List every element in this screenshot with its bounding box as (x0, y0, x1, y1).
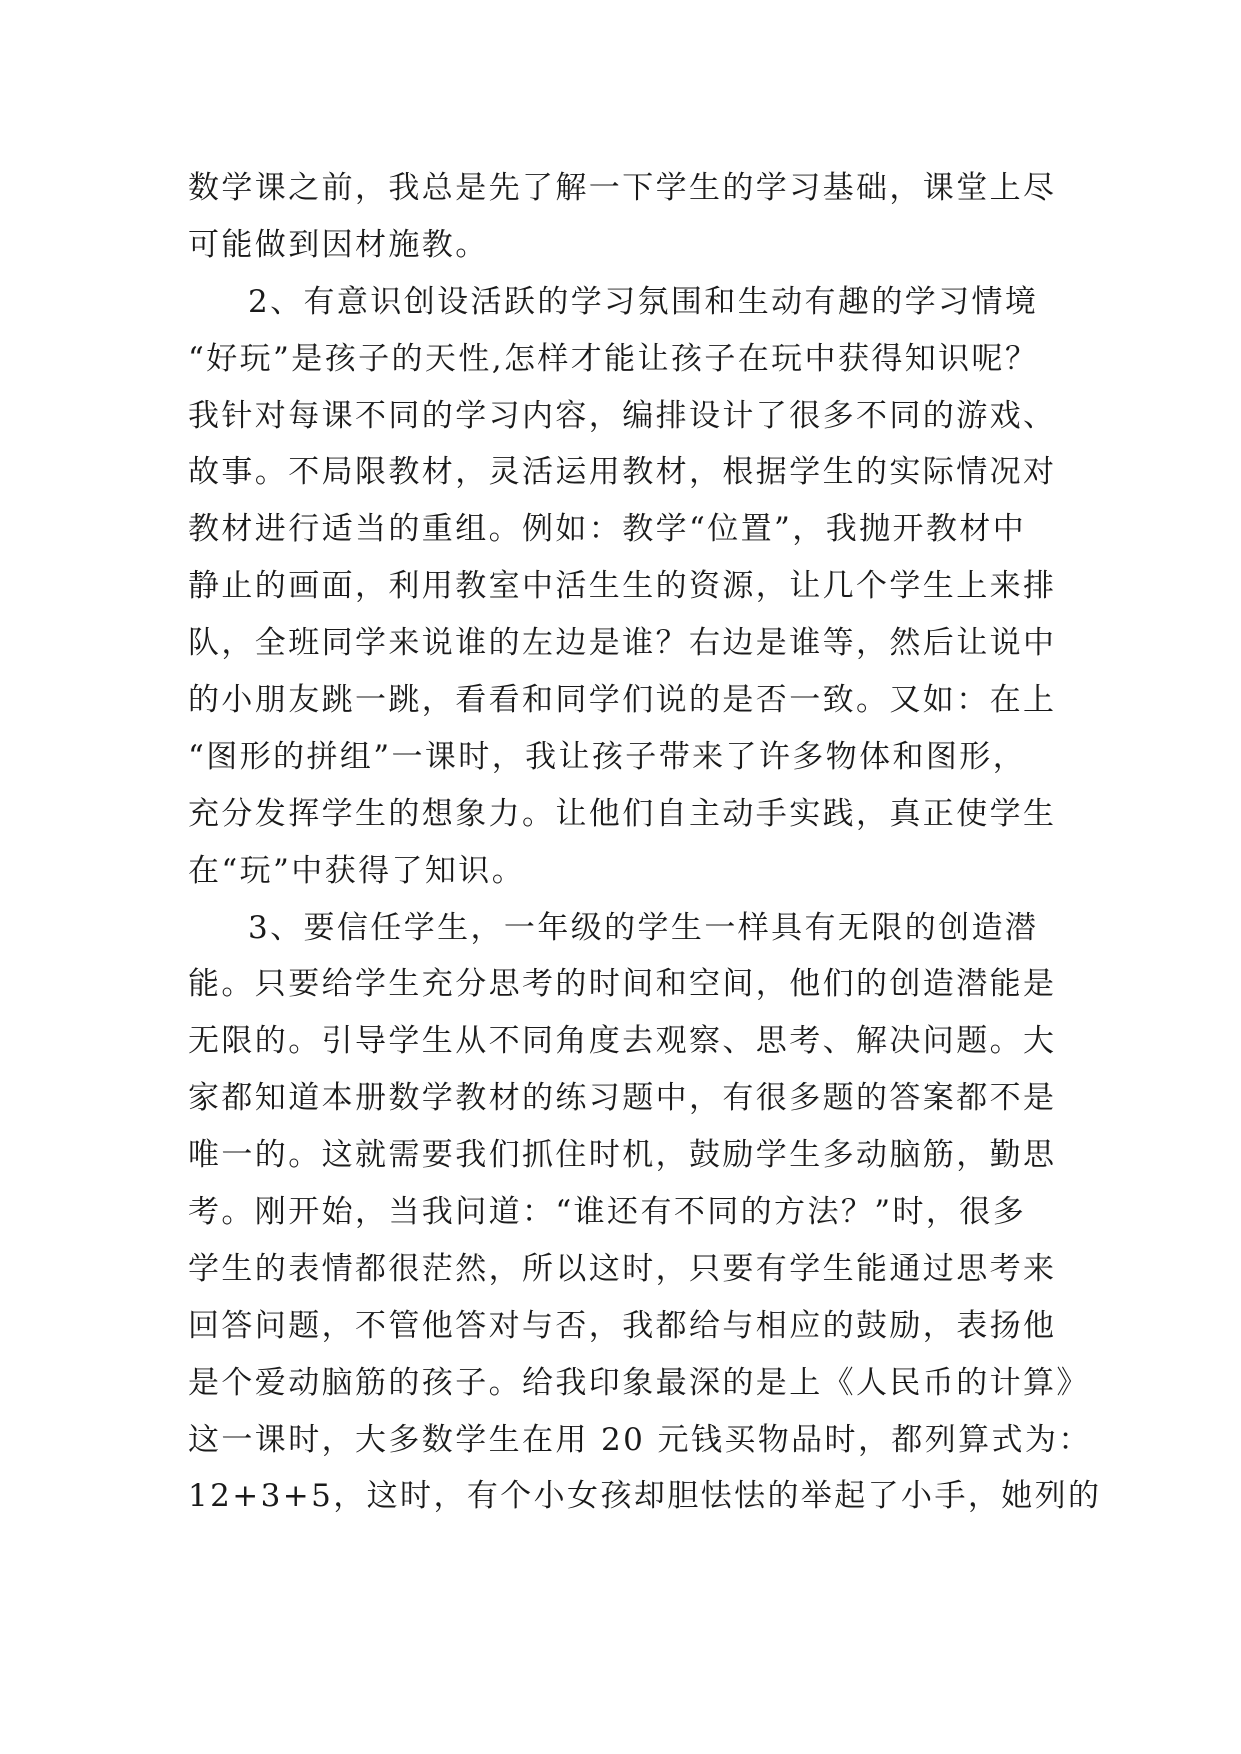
text-line: 队，全班同学来说谁的左边是谁？右边是谁等，然后让说中 (188, 625, 1057, 662)
text-line: “好玩”是孩子的天性,怎样才能让孩子在玩中获得知识呢？ (188, 340, 1039, 377)
text-line: 在“玩”中获得了知识。 (188, 852, 526, 889)
text-line: 唯一的。这就需要我们抓住时机，鼓励学生多动脑筋，勤思 (188, 1137, 1057, 1174)
text-line: 教材进行适当的重组。例如：教学“位置”，我抛开教材中 (188, 511, 1027, 548)
text-line: “图形的拼组”一课时，我让孩子带来了许多物体和图形， (188, 738, 1027, 775)
text-line: 无限的。引导学生从不同角度去观察、思考、解决问题。大 (188, 1023, 1057, 1060)
text-line: 充分发挥学生的想象力。让他们自主动手实践，真正使学生 (188, 795, 1057, 832)
text-line: 3、要信任学生，一年级的学生一样具有无限的创造潜 (248, 909, 1039, 946)
text-line: 这一课时，大多数学生在用 20 元钱买物品时，都列算式为： (188, 1421, 1092, 1458)
text-line: 能。只要给学生充分思考的时间和空间，他们的创造潜能是 (188, 966, 1057, 1003)
text-line: 可能做到因材施教。 (188, 226, 489, 263)
text-line: 2、有意识创设活跃的学习氛围和生动有趣的学习情境 (248, 283, 1039, 320)
text-line: 数学课之前，我总是先了解一下学生的学习基础，课堂上尽 (188, 170, 1057, 206)
text-line: 学生的表情都很茫然，所以这时，只要有学生能通过思考来 (188, 1250, 1057, 1287)
body-text (188, 160, 1102, 1525)
text-line: 考。刚开始，当我问道：“谁还有不同的方法？”时，很多 (188, 1194, 1027, 1231)
text-line: 家都知道本册数学教材的练习题中，有很多题的答案都不是 (188, 1080, 1057, 1117)
text-line: 回答问题，不管他答对与否，我都给与相应的鼓励，表扬他 (188, 1307, 1057, 1344)
text-line: 静止的画面，利用教室中活生生的资源，让几个学生上来排 (188, 568, 1057, 605)
text-line: 是个爱动脑筋的孩子。给我印象最深的是上《人民币的计算》 (188, 1364, 1090, 1401)
text-line: 12+3+5，这时，有个小女孩却胆怯怯的举起了小手，她列的 (188, 1478, 1102, 1515)
text-line: 的小朋友跳一跳，看看和同学们说的是否一致。又如：在上 (188, 682, 1057, 719)
text-line: 我针对每课不同的学习内容，编排设计了很多不同的游戏、 (188, 397, 1057, 434)
text-line: 故事。不局限教材，灵活运用教材，根据学生的实际情况对 (188, 454, 1057, 491)
